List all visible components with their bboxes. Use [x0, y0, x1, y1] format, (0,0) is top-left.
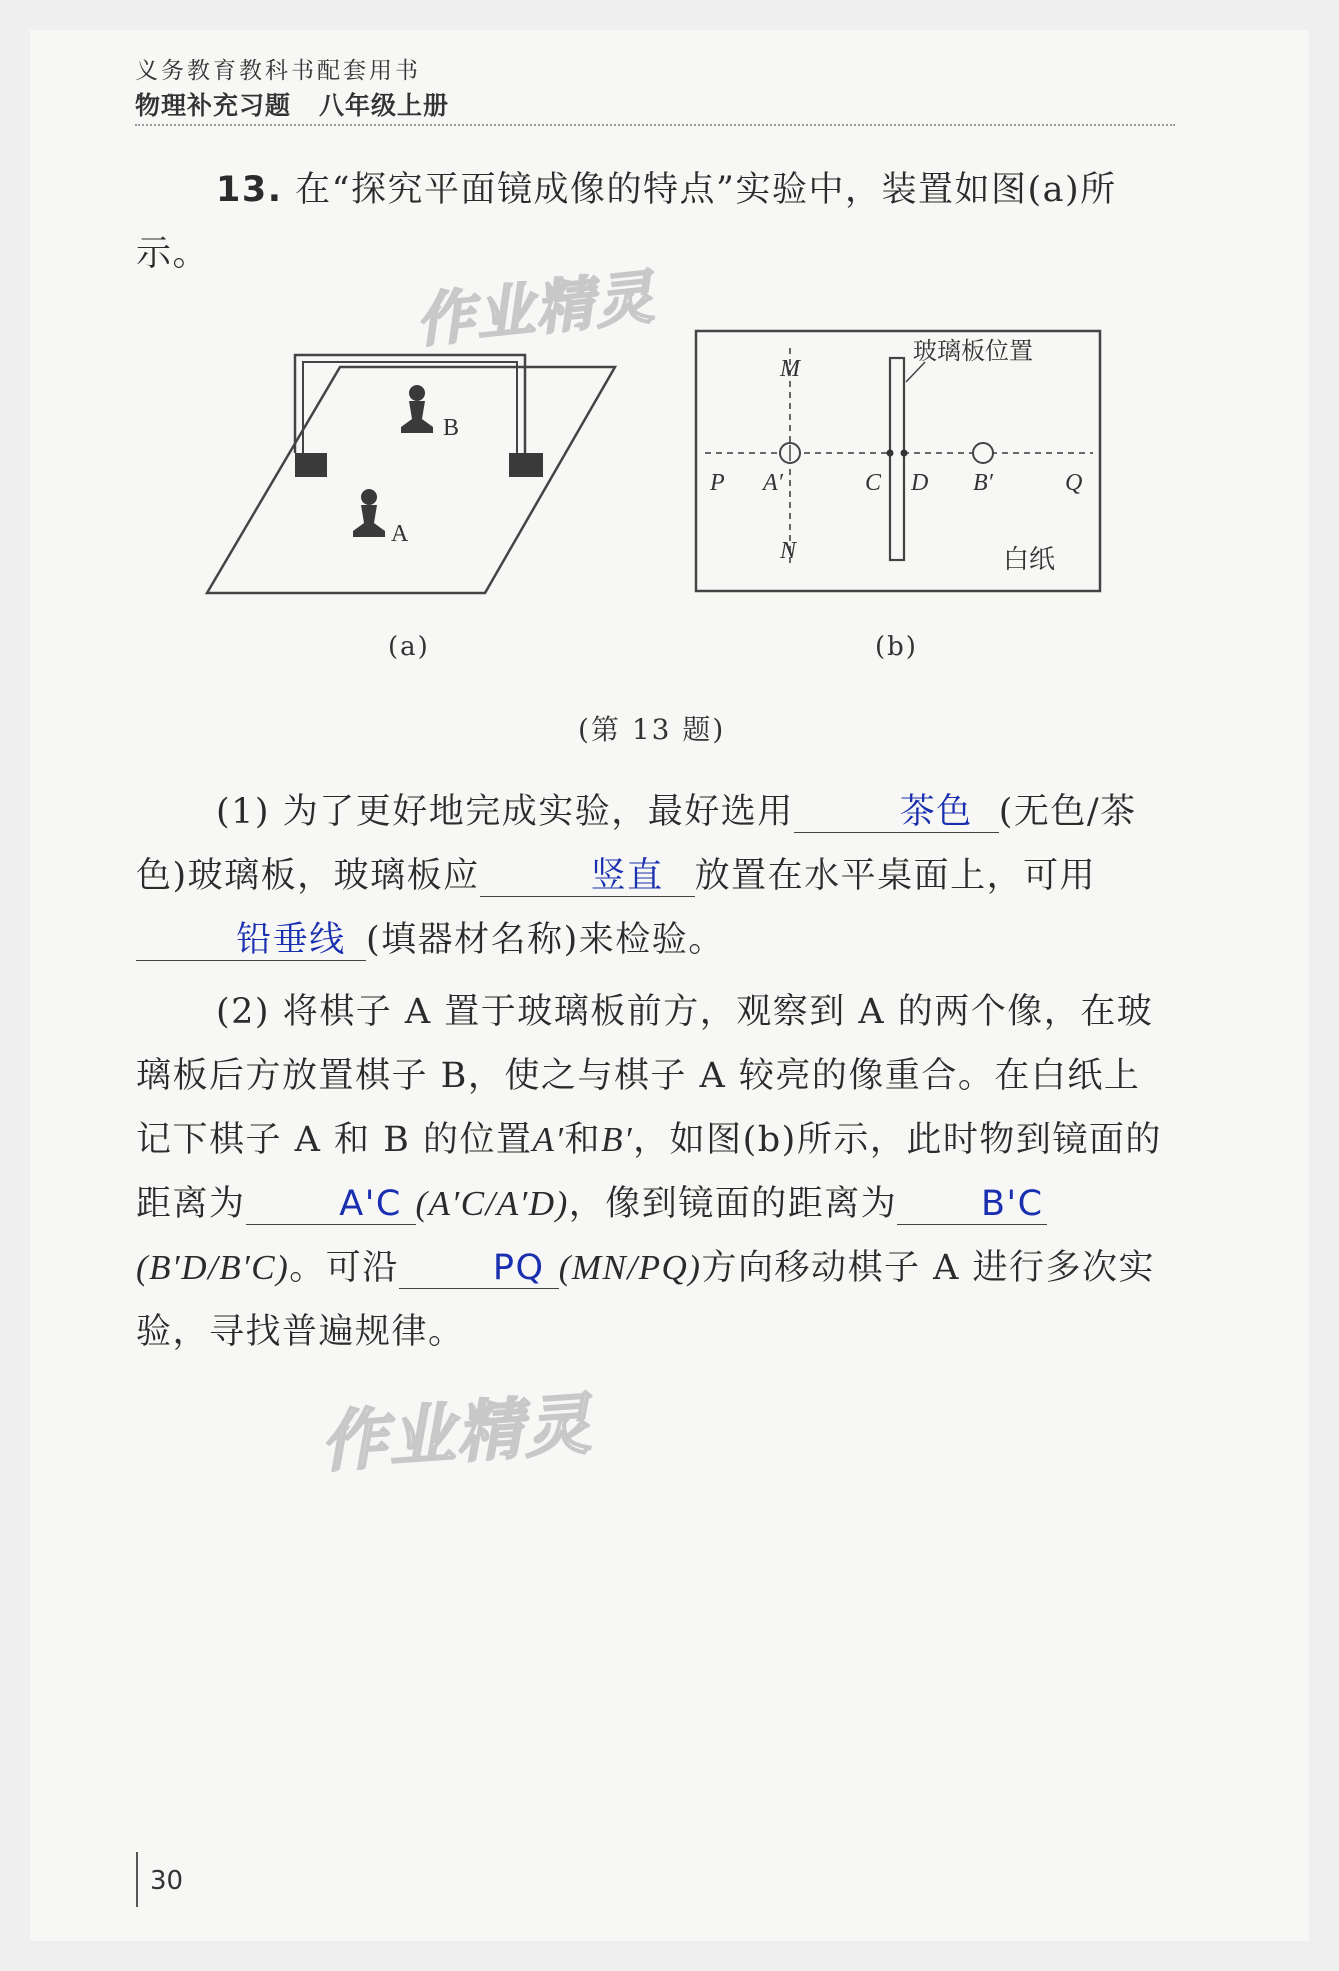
label-b: B — [443, 415, 460, 441]
label-a-prime: A′ — [763, 470, 783, 496]
question-number: 13. — [216, 170, 283, 210]
label-p: P — [710, 470, 725, 496]
part2-text-5: 方向移动棋子 A 进行多次实验，寻找普遍规律。 — [136, 1248, 1155, 1352]
part2-text-2: ，如图(b)所示，此时物到镜面的距离为 — [136, 1120, 1162, 1224]
chess-piece-b-icon — [401, 385, 433, 433]
series-title: 义务教育教科书配套用书 — [135, 58, 421, 84]
answer-image-distance: B'C — [897, 1184, 1047, 1225]
label-c: C — [865, 470, 882, 496]
part2-option-3: (MN/PQ) — [558, 1248, 702, 1287]
figure-caption: (第 13 题) — [578, 713, 726, 746]
page-number-bar — [136, 1852, 138, 1907]
position-b-prime — [973, 443, 993, 463]
figure-b — [693, 328, 1113, 598]
label-q: Q — [1065, 470, 1083, 496]
glass-plate — [890, 358, 904, 560]
answer-placement: 竖直 — [480, 856, 695, 897]
table-plane — [207, 367, 615, 593]
book-title — [135, 86, 449, 122]
part1-text-3: 放置在水平桌面上，可用 — [694, 856, 1097, 896]
part2-text-1: (2) 将棋子 A 置于玻璃板前方，观察到 A 的两个像，在玻璃板后方放置棋子 B，使之与棋子 A 较亮的像重合。在白纸上记下棋子 A 和 B 的位置 — [136, 992, 1154, 1160]
label-m: M — [780, 356, 800, 382]
glass-base-right — [509, 453, 543, 477]
part1-text-4: (填器材名称)来检验。 — [366, 920, 725, 960]
label-a: A — [391, 521, 409, 547]
part-2 — [136, 980, 1176, 1364]
answer-object-distance: A'C — [246, 1184, 416, 1225]
question-text: 在“探究平面镜成像的特点”实验中，装置如图(a)所示。 — [136, 170, 1117, 274]
answer-move-direction: PQ — [399, 1248, 559, 1289]
part2-text-4: 。可沿 — [289, 1248, 399, 1288]
page-number: 30 — [150, 1866, 184, 1896]
point-c — [887, 450, 894, 457]
part1-text-2: (无色/茶色)玻璃板，玻璃板应 — [136, 792, 1137, 896]
watermark-top: 作业精灵 — [412, 262, 659, 356]
caption-b: (b) — [875, 632, 918, 662]
part2-option-1: (A′C/A′D) — [415, 1184, 569, 1223]
part1-text-1: (1) 为了更好地完成实验，最好选用 — [216, 792, 794, 832]
figure-a — [195, 335, 635, 605]
caption-a: (a) — [388, 632, 430, 662]
book-grade: 八年级上册 — [319, 91, 450, 120]
header-divider — [135, 124, 1175, 126]
answer-glass-color: 茶色 — [794, 792, 999, 833]
glass-position-label: 玻璃板位置 — [913, 337, 1033, 365]
answer-tool: 铅垂线 — [136, 920, 366, 961]
watermark-bottom: 作业精灵 — [318, 1385, 595, 1482]
part2-text-and: 和 — [564, 1120, 602, 1160]
label-d: D — [911, 470, 929, 496]
part2-pos-a: A′ — [532, 1120, 565, 1159]
question-intro — [136, 158, 1176, 286]
white-paper-label: 白纸 — [1003, 545, 1056, 575]
glass-label-pointer — [906, 362, 925, 382]
label-b-prime: B′ — [973, 470, 993, 496]
part2-text-3: ，像到镜面的距离为 — [568, 1184, 898, 1224]
part2-pos-b: B′ — [601, 1120, 634, 1159]
glass-base-left — [295, 453, 327, 477]
label-n: N — [780, 538, 797, 564]
part-1 — [136, 780, 1176, 972]
part2-option-2: (B′D/B′C) — [136, 1248, 290, 1287]
chess-piece-a-icon — [353, 489, 385, 537]
book-name: 物理补充习题 — [135, 91, 292, 120]
point-d — [901, 450, 908, 457]
